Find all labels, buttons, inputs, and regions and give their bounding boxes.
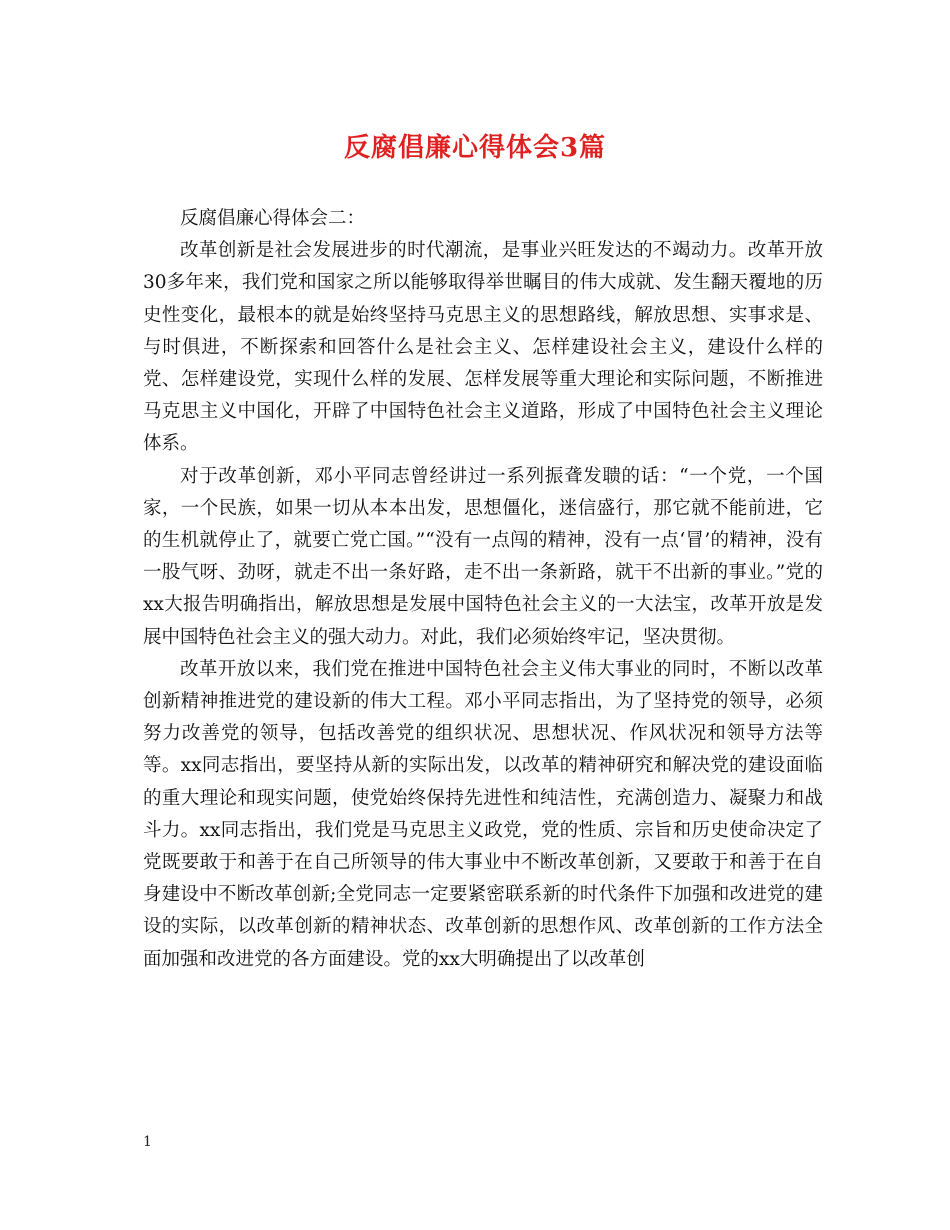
paragraph-2: 对于改革创新，邓小平同志曾经讲过一系列振聋发聩的话：“一个党，一个国家，一个民族，如果一切从本本出发，思想僵化，迷信盛行，那它就不能前进，它的生机就停止了，就要亡党亡国。”“没有一点闯的精神，没有一点‘冒’的精神，没有一股气呀、劲呀，就走不出一条好路，走不出一条新路，就干不出新的事业。”党的xx大报告明确指出，解放思想是发展中国特色社会主义的一大法宝，改革开放是发展中国特色社会主义的强大动力。对此，我们必须始终牢记，坚决贯彻。	[143, 465, 823, 648]
document-title: 反腐倡廉心得体会3篇	[343, 133, 607, 163]
document-body	[143, 203, 823, 976]
paragraph-3: 改革开放以来，我们党在推进中国特色社会主义伟大事业的同时，不断以改革创新精神推进党的建设新的伟大工程。邓小平同志指出，为了坚持党的领导，必须努力改善党的领导，包括改善党的组织状况、思想状况、作风状况和领导方法等等。xx同志指出，要坚持从新的实际出发，以改革的精神研究和解决党的建设面临的重大理论和现实问题，使党始终保持先进性和纯洁性，充满创造力、凝聚力和战斗力。xx同志指出，我们党是马克思主义政党，党的性质、宗旨和历史使命决定了党既要敢于和善于在自己所领导的伟大事业中不断改革创新，又要敢于和善于在自身建设中不断改革创新;全党同志一定要紧密联系新的时代条件下加强和改进党的建设的实际，以改革创新的精神状态、改革创新的思想作风、改革创新的工作方法全面加强和改进党的各方面建设。党的xx大明确提出了以改革创	[143, 658, 823, 970]
paragraph-1: 改革创新是社会发展进步的时代潮流，是事业兴旺发达的不竭动力。改革开放30多年来，我们党和国家之所以能够取得举世瞩目的伟大成就、发生翻天覆地的历史性变化，最根本的就是始终坚持马克思主义的思想路线，解放思想、实事求是、与时俱进，不断探索和回答什么是社会主义、怎样建设社会主义，建设什么样的党、怎样建设党，实现什么样的发展、怎样发展等重大理论和实际问题，不断推进马克思主义中国化，开辟了中国特色社会主义道路，形成了中国特色社会主义理论体系。	[143, 240, 823, 455]
section-subheading: 反腐倡廉心得体会二：	[180, 208, 366, 229]
page-number: 1	[143, 1134, 152, 1150]
